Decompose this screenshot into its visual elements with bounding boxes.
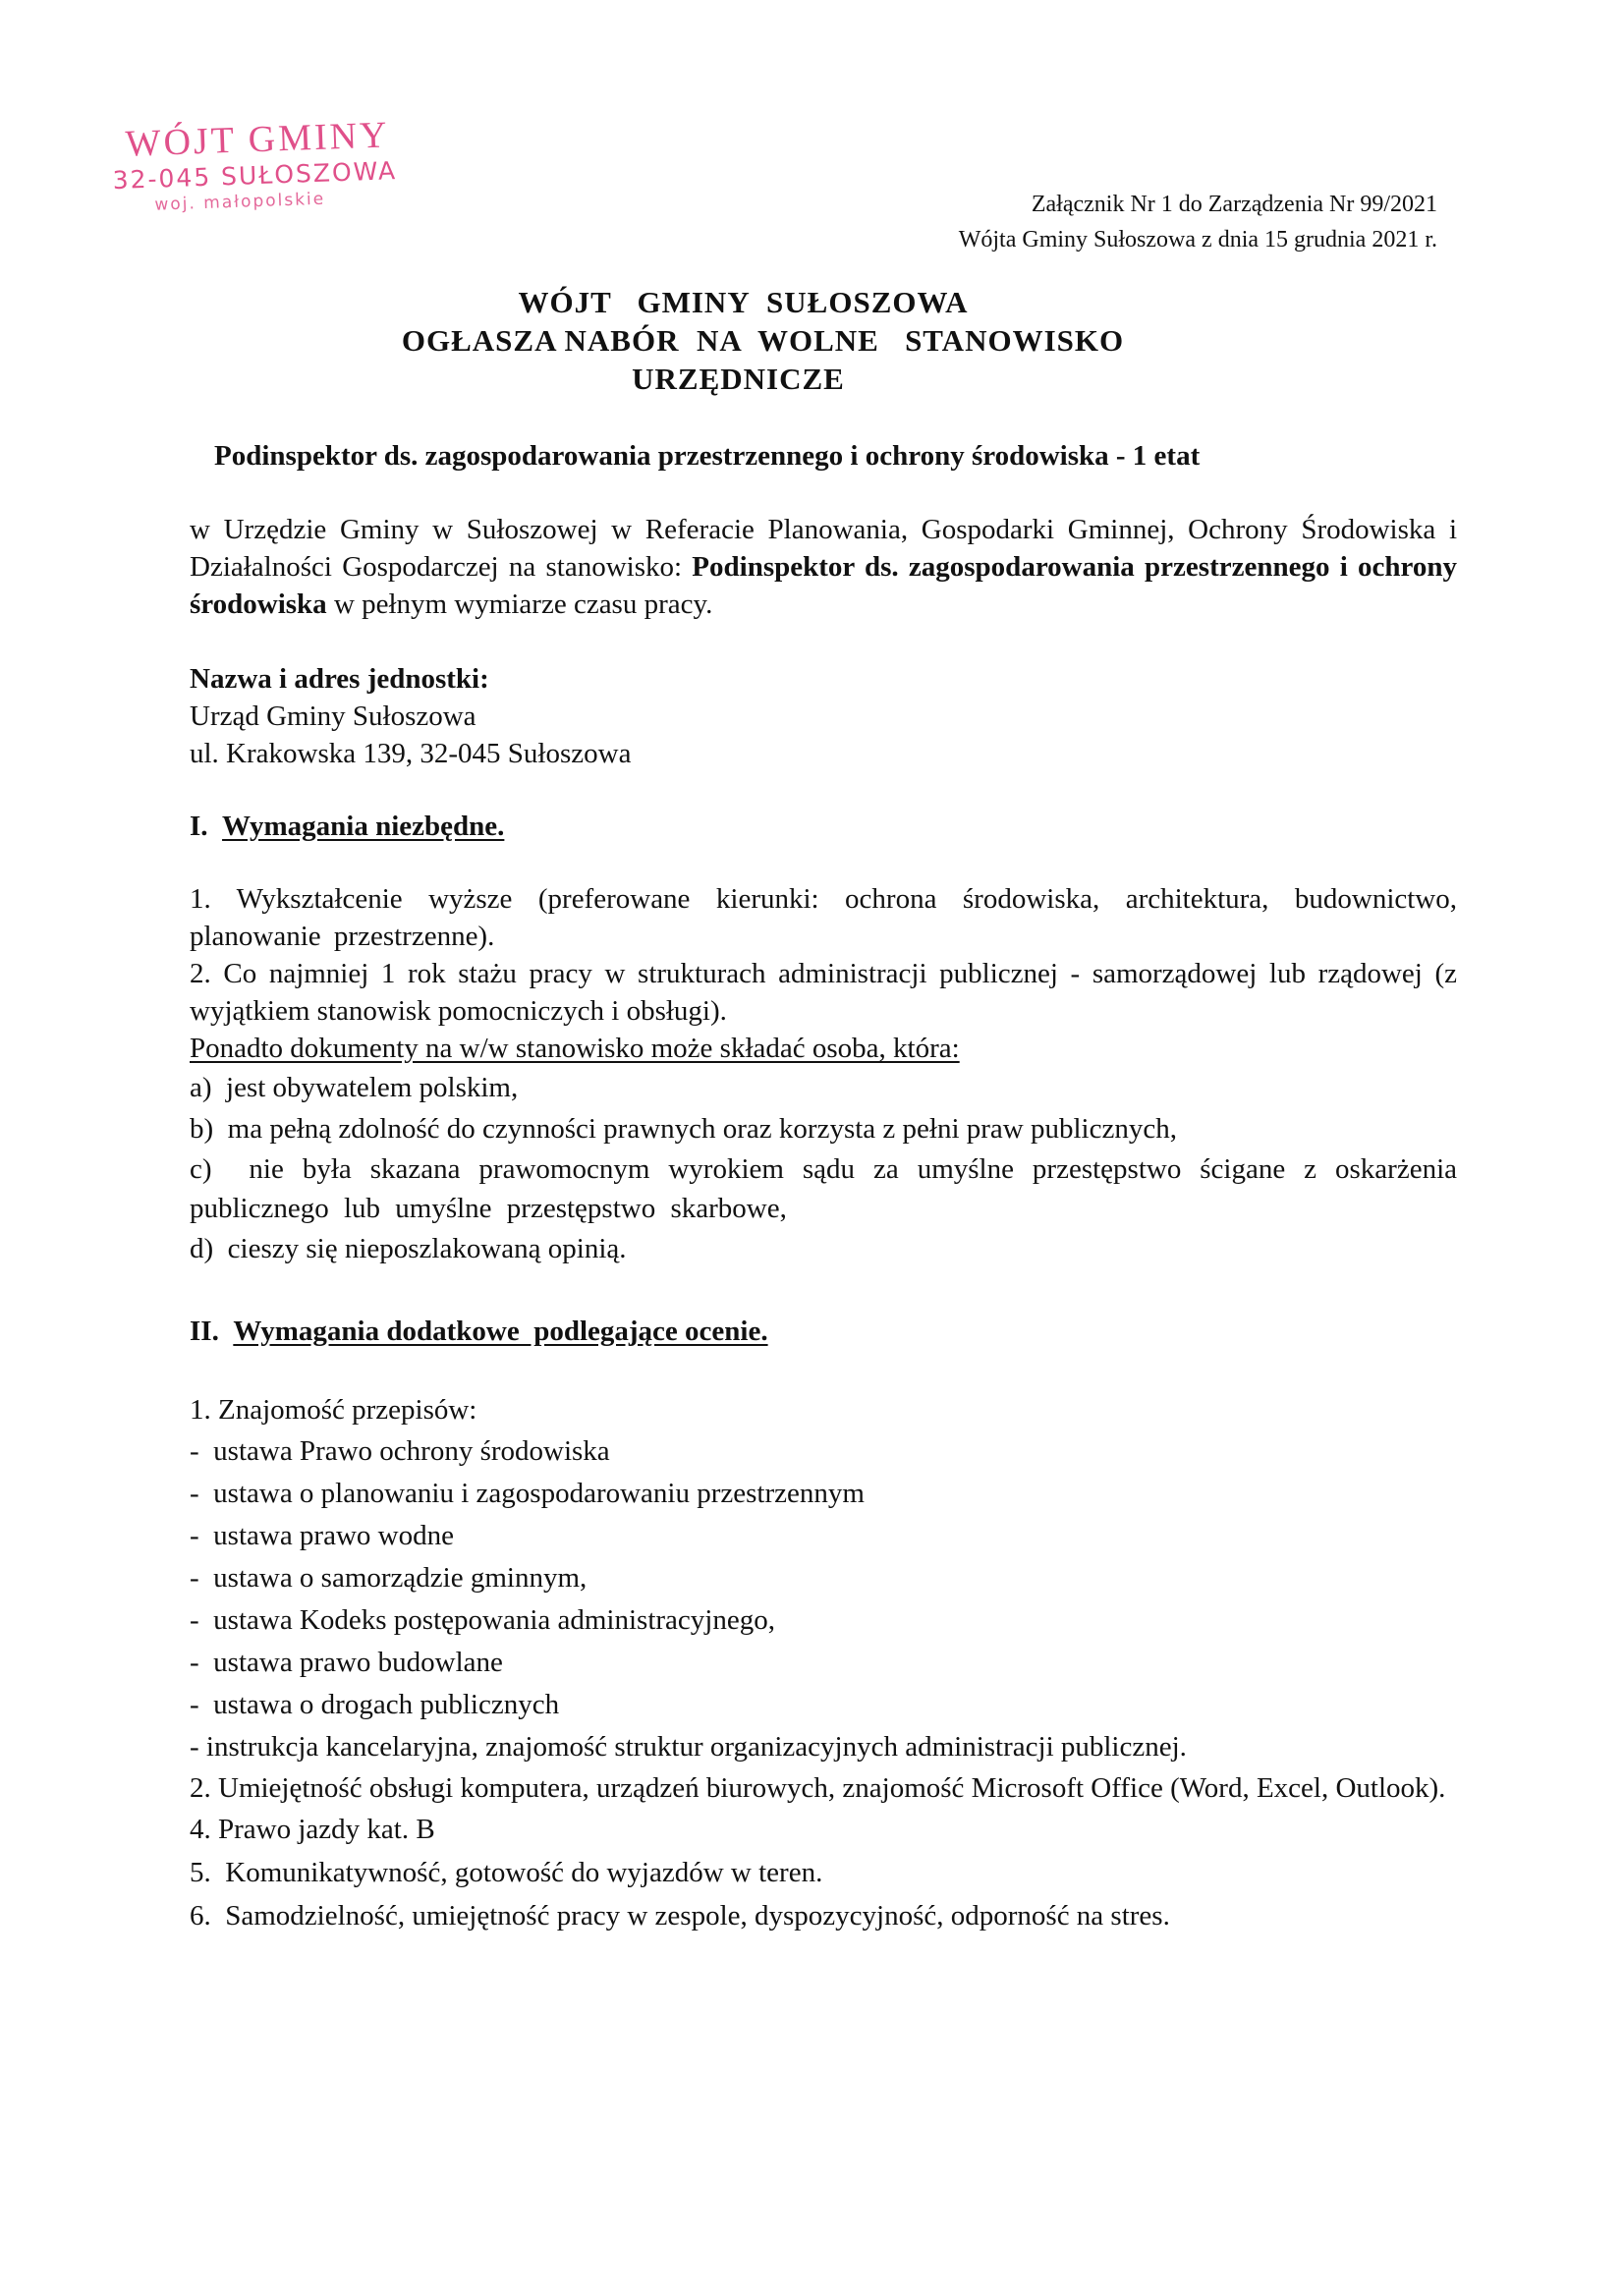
section-2-item-4: 4. Prawo jazdy kat. B: [190, 1814, 435, 1845]
attachment-line-1: Załącznik Nr 1 do Zarządzenia Nr 99/2021: [1031, 192, 1437, 217]
section-2-item-5: 5. Komunikatywność, gotowość do wyjazdów w teren.: [190, 1857, 823, 1888]
stamp-line-2: 32-045 SUŁOSZOWA: [112, 156, 398, 196]
section-2-item-6: 6. Samodzielność, umiejętność pracy w zespole, dyspozycyjność, odporność na stres.: [190, 1900, 1170, 1932]
section-1-item-1: 1. Wykształcenie wyższe (preferowane kierunki: ochrona środowiska, architektura, budownictwo, planowanie przestrzenne).: [190, 883, 1457, 952]
position-subtitle: Podinspektor ds. zagospodarowania przestrzennego i ochrony środowiska - 1 etat: [214, 440, 1201, 472]
section-1-item-2: 2. Co najmniej 1 rok stażu pracy w strukturach administracji publicznej - samorządowej lub rządowej (z wyjątkiem stanowisk pomocniczych i obsługi).: [190, 958, 1457, 1027]
law-item: - ustawa prawo budowlane: [190, 1647, 503, 1678]
law-item: - ustawa Kodeks postępowania administracyjnego,: [190, 1604, 775, 1636]
laws-list: [190, 1430, 1457, 1768]
section-1-heading: [190, 808, 1457, 845]
law-item: - ustawa o planowaniu i zagospodarowaniu przestrzennym: [190, 1478, 865, 1509]
unit-block: [190, 660, 1457, 772]
section-2-title: Wymagania dodatkowe podlegające ocenie.: [233, 1316, 768, 1347]
sub-item-a: a) jest obywatelem polskim,: [190, 1072, 519, 1103]
title-line-2: OGŁASZA NABÓR NA WOLNE STANOWISKO: [401, 323, 1125, 358]
sub-item-b: b) ma pełną zdolność do czynności prawnych oraz korzysta z pełni praw publicznych,: [190, 1113, 1177, 1145]
intro-position-bold: Podinspektor ds. zagospodarowania przestrzennego i ochrony środowiska: [190, 551, 1457, 620]
unit-heading: Nazwa i adres jednostki:: [190, 663, 489, 695]
unit-address: ul. Krakowska 139, 32-045 Sułoszowa: [190, 738, 632, 769]
title-line-1: WÓJT GMINY SUŁOSZOWA: [518, 285, 969, 319]
sub-item-c: c) nie była skazana prawomocnym wyrokiem sądu za umyślne przestępstwo ścigane z oskarżenia publicznego lub umyślne przestępstwo skarbowe,: [190, 1153, 1473, 1224]
section-1-title: Wymagania niezbędne.: [222, 811, 505, 842]
section-2-item-1: 1. Znajomość przepisów:: [190, 1394, 477, 1426]
law-item: - ustawa o drogach publicznych: [190, 1689, 560, 1720]
section-1-number: I.: [190, 811, 208, 842]
section-1-extra-heading: Ponadto dokumenty na w/w stanowisko może składać osoba, która:: [190, 1033, 960, 1064]
sub-item-d: d) cieszy się nieposzlakowaną opinią.: [190, 1233, 627, 1264]
unit-name: Urząd Gminy Sułoszowa: [190, 700, 476, 732]
document-title: [0, 283, 1624, 398]
office-stamp: [104, 113, 412, 218]
section-2-item-2: 2. Umiejętność obsługi komputera, urządzeń biurowych, znajomość Microsoft Office (Word, Excel, Outlook).: [190, 1772, 1446, 1804]
title-line-3: URZĘDNICZE: [632, 362, 845, 396]
intro-text-1: w Urzędzie Gminy w Sułoszowej w Referacie Planowania, Gospodarki Gminnej, Ochrony Środowiska i Działalności Gospodarczej na stanowisko:: [190, 514, 1457, 583]
section-2-heading: [190, 1313, 1457, 1350]
section-1-sub-list: [190, 1067, 1473, 1269]
stamp-line-1: WÓJT GMINY: [124, 114, 391, 165]
document-body: [190, 511, 1473, 1937]
law-item: - ustawa o samorządzie gminnym,: [190, 1562, 588, 1594]
intro-paragraph: [190, 511, 1457, 623]
law-item: - instrukcja kancelaryjna, znajomość struktur organizacyjnych administracji publicznej.: [190, 1731, 1187, 1763]
stamp-line-3: woj. małopolskie: [154, 189, 326, 215]
law-item: - ustawa prawo wodne: [190, 1520, 454, 1551]
attachment-note: [959, 187, 1437, 257]
attachment-line-2: Wójta Gminy Sułoszowa z dnia 15 grudnia 2021 r.: [958, 227, 1437, 252]
law-item: - ustawa Prawo ochrony środowiska: [190, 1435, 610, 1467]
intro-text-3: w pełnym wymiarze czasu pracy.: [326, 588, 713, 620]
section-2-number: II.: [190, 1316, 219, 1347]
